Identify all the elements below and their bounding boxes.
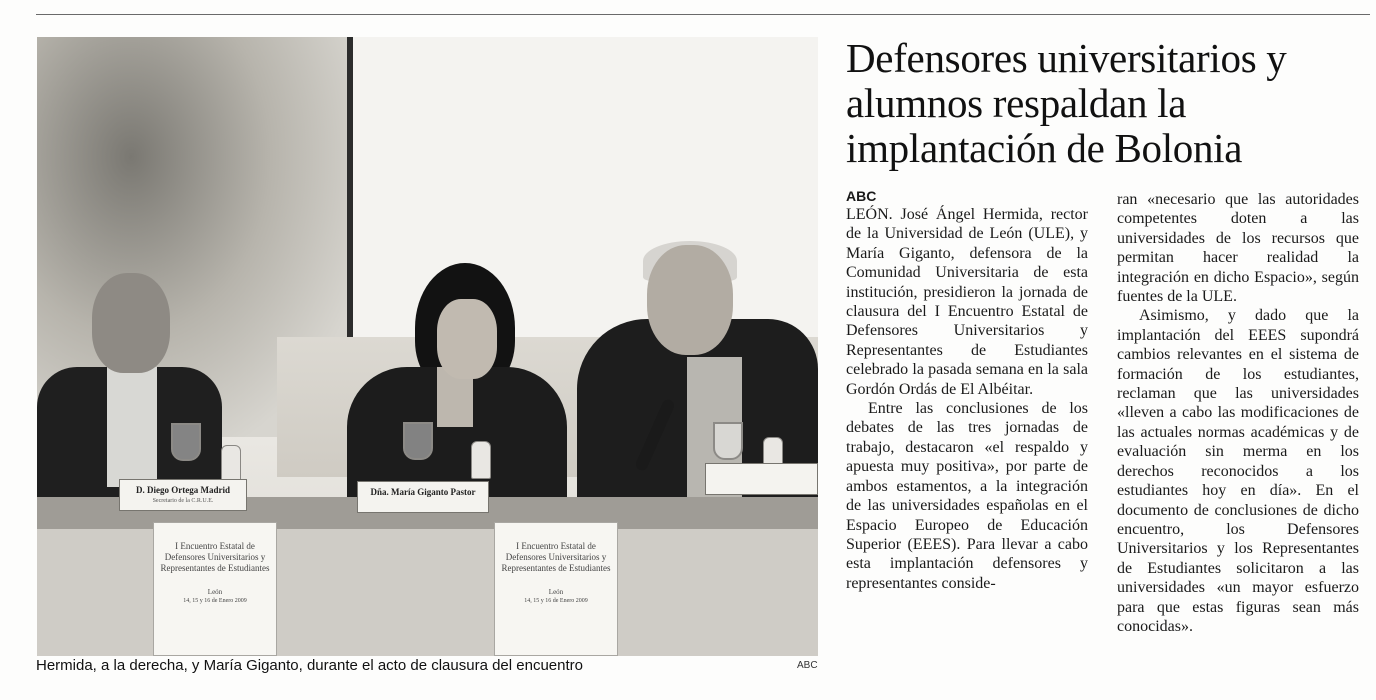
article-paragraph: Entre las conclusiones de los debates de las tres jornadas de trabajo, destacaron «el respaldo y apuesta muy positiva», por parte de ambos estamentos, a la integración de las universidades españolas en el Espacio Europeo de Educación Superior (EEES). Para llevar a cabo esta implantación defensores y representantes conside- (846, 400, 1088, 592)
water-glass (403, 422, 433, 460)
article-column-1 (846, 188, 1088, 593)
water-glass (713, 422, 743, 460)
event-poster: I Encuentro Estatal de Defensores Universitarios y Representantes de Estudiantes León 14, 15 y 16 de Enero 2009 (494, 522, 618, 656)
nameplate: Dña. María Giganto Pastor (357, 481, 489, 513)
article-headline: Defensores universitarios y alumnos respaldan la implantación de Bolonia (846, 35, 1287, 171)
photo-credit: ABC (797, 660, 818, 671)
article-paragraph: ran «necesario que las autoridades competentes doten a las universidades de los recursos que permitan hacer realidad la integración en dicho Espacio», según fuentes de la ULE. (1117, 191, 1359, 306)
article-photo (37, 37, 818, 656)
article-column-2 (1117, 190, 1359, 636)
water-bottle (471, 441, 491, 479)
top-rule (36, 14, 1370, 15)
photo-caption: Hermida, a la derecha, y María Giganto, durante el acto de clausura del encuentro (36, 657, 583, 674)
water-glass (171, 423, 201, 461)
nameplate: D. Diego Ortega Madrid Secretario de la C.R.U.E. (119, 479, 247, 511)
article-paragraph: LEÓN. José Ángel Hermida, rector de la Universidad de León (ULE), y María Giganto, defensora de la Comunidad Universitaria de esta institución, presidieron la jornada de clausura del I Encuentro Estatal de Defensores Universitarios y Representantes de Estudiantes celebrado la pasada semana en la sala Gordón Ordás de El Albéitar. (846, 206, 1088, 398)
water-bottle (221, 445, 241, 483)
article-paragraph: Asimismo, y dado que la implantación del EEES supondrá cambios relevantes en el sistema de formación de los estudiantes, reclaman que las universidades «lleven a cabo las modificaciones de las actuales normas académicas y de evaluación sin merma en los derechos reconocidos a los estudiantes hoy en día». En el documento de conclusiones de dicho encuentro, los Defensores Universitarios y los Representantes de Estudiantes solicitaron a las universidades «un mayor esfuerzo para que estas figuras sean más conocidas». (1117, 307, 1359, 635)
byline: ABC (846, 188, 877, 204)
event-poster: I Encuentro Estatal de Defensores Universitarios y Representantes de Estudiantes León 14, 15 y 16 de Enero 2009 (153, 522, 277, 656)
nameplate (705, 463, 818, 495)
